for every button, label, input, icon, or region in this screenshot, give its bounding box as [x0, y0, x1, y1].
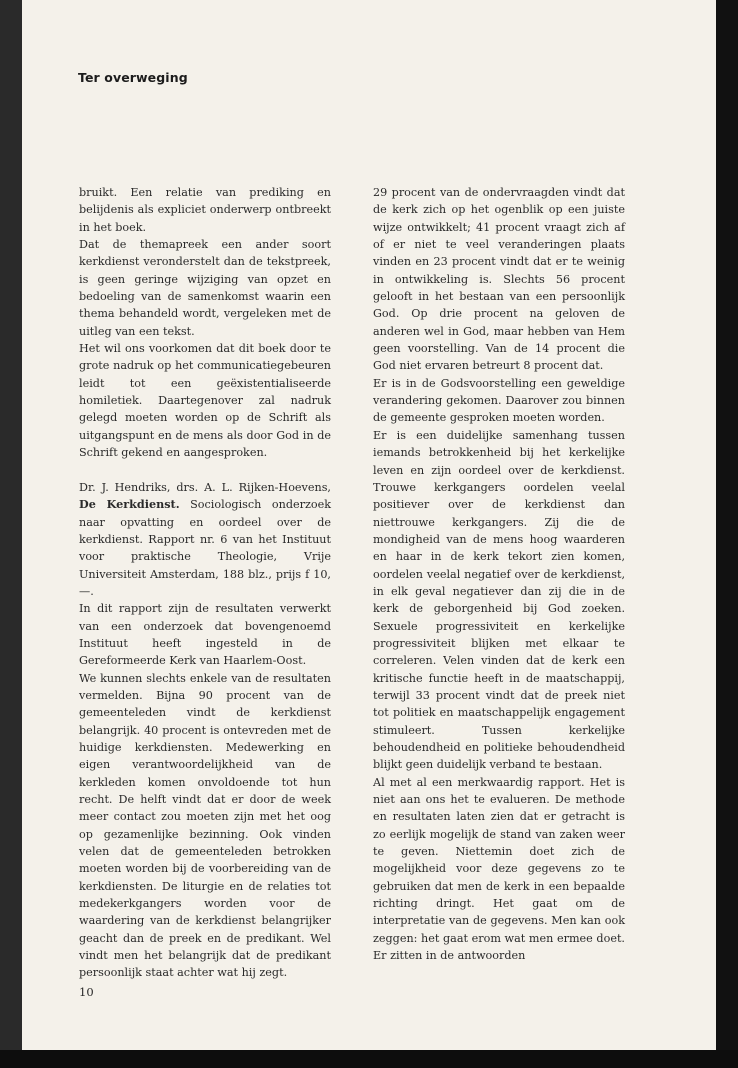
paragraph: Er is in de Godsvoorstelling een geweldige verandering gekomen. Daarover zou binnen de gemeente gesproken moeten worden. [373, 376, 625, 425]
paragraph: Er is een duidelijke samenhang tussen iemands betrokkenheid bij het kerkelijke leven en zijn oordeel over de kerkdienst. Trouwe kerkgangers oordelen veelal positiever over de kerkdienst dan niettrouwe kerkgangers. Zij die de mondigheid van de mens hoog waarderen en haar in de kerk tekort zien komen, oordelen veelal negatief over de kerkdienst, in elk geval negatiever dan zij die in de kerk de geborgenheid bij God zoeken. Sexuele progressiviteit en kerkelijke progressiviteit blijken met elkaar te correleren. Velen vinden dat de kerk een kritische functie heeft in de maatschappij, terwijl 33 procent vindt dat de preek niet tot politiek en maatschappelijk engagement stimuleert. Tussen kerkelijke behoudendheid en politieke behoudendheid blijkt geen duidelijk verband te bestaan. [373, 428, 625, 772]
right-column [373, 184, 625, 964]
citation-authors: Dr. J. Hendriks, drs. A. L. Rijken-Hoevens, [79, 480, 331, 494]
section-header: Ter overweging [78, 70, 188, 85]
left-column [79, 184, 331, 982]
citation-details: Sociologisch onderzoek naar opvatting en oordeel over de kerkdienst. Rapport nr. 6 van het Instituut voor praktische Theologie, Vrije Universiteit Amsterdam, 188 blz., prijs f 10,—. [79, 498, 332, 598]
book-citation [79, 479, 331, 600]
scan-bottom-edge [0, 1050, 738, 1068]
paragraph: 29 procent van de ondervraagden vindt dat de kerk zich op het ogenblik op een juiste wijze ontwikkelt; 41 procent vraagt zich af of er niet te veel veranderingen plaats vinden en 23 procent vindt dat er te weinig in ontwikkeling is. Slechts 56 procent gelooft in het bestaan van een persoonlijk God. Op drie procent na geloven de anderen wel in God, maar hebben van Hem geen voorstelling. Van de 14 procent die God niet ervaren betreurt 8 procent dat. [373, 186, 625, 373]
paragraph: bruikt. Een relatie van prediking en belijdenis als expliciet onderwerp ontbreekt in het boek. [79, 186, 331, 234]
citation-title: De Kerkdienst. [79, 497, 180, 512]
scan-right-edge [716, 0, 738, 1068]
page-number: 10 [79, 985, 94, 999]
paragraph: We kunnen slechts enkele van de resultaten vermelden. Bijna 90 procent van de gemeenteleden vindt de kerkdienst belangrijk. 40 procent is ontevreden met de huidige kerkdiensten. Medewerking en eigen verantwoordelijkheid van de kerkleden komen onvoldoende tot hun recht. De helft vindt dat er door de week meer contact zou moeten zijn met het oog op gezamenlijke bezinning. Ook vinden velen dat de gemeenteleden betrokken moeten worden bij de voorbereiding van de kerkdiensten. De liturgie en de relaties tot medekerkgangers worden voor de waardering van de kerkdienst belangrijker geacht dan de preek en de predikant. Wel vindt men het belangrijk dat de predikant persoonlijk staat achter wat hij zegt. [79, 671, 331, 980]
paragraph: Dat de themapreek een ander soort kerkdienst veronderstelt dan de tekstpreek, is geen geringe wijziging van opzet en bedoeling van de samenkomst waarin een thema behandeld wordt, vergeleken met de uitleg van een tekst. [79, 238, 331, 338]
paragraph: In dit rapport zijn de resultaten verwerkt van een onderzoek dat bovengenoemd Instituut heeft ingesteld in de Gereformeerde Kerk van Haarlem-Oost. [79, 602, 331, 668]
scan-left-edge [0, 0, 22, 1068]
paragraph: Het wil ons voorkomen dat dit boek door te grote nadruk op het communicatiegebeuren leidt tot een geëxistentialiseerde homiletiek. Daartegenover zal nadruk gelegd moeten worden op de Schrift als uitgangspunt en de mens als door God in de Schrift gekend en aangesproken. [79, 342, 331, 460]
paragraph: Al met al een merkwaardig rapport. Het is niet aan ons het te evalueren. De methode en resultaten laten zien dat er getracht is zo eerlijk mogelijk de stand van zaken weer te geven. Niettemin doet zich de mogelijkheid voor deze gegevens zo te gebruiken dat men de kerk in een bepaalde richting dringt. Het gaat om de interpretatie van de gegevens. Men kan ook zeggen: het gaat erom wat men ermee doet. Er zitten in de antwoorden [373, 775, 625, 963]
